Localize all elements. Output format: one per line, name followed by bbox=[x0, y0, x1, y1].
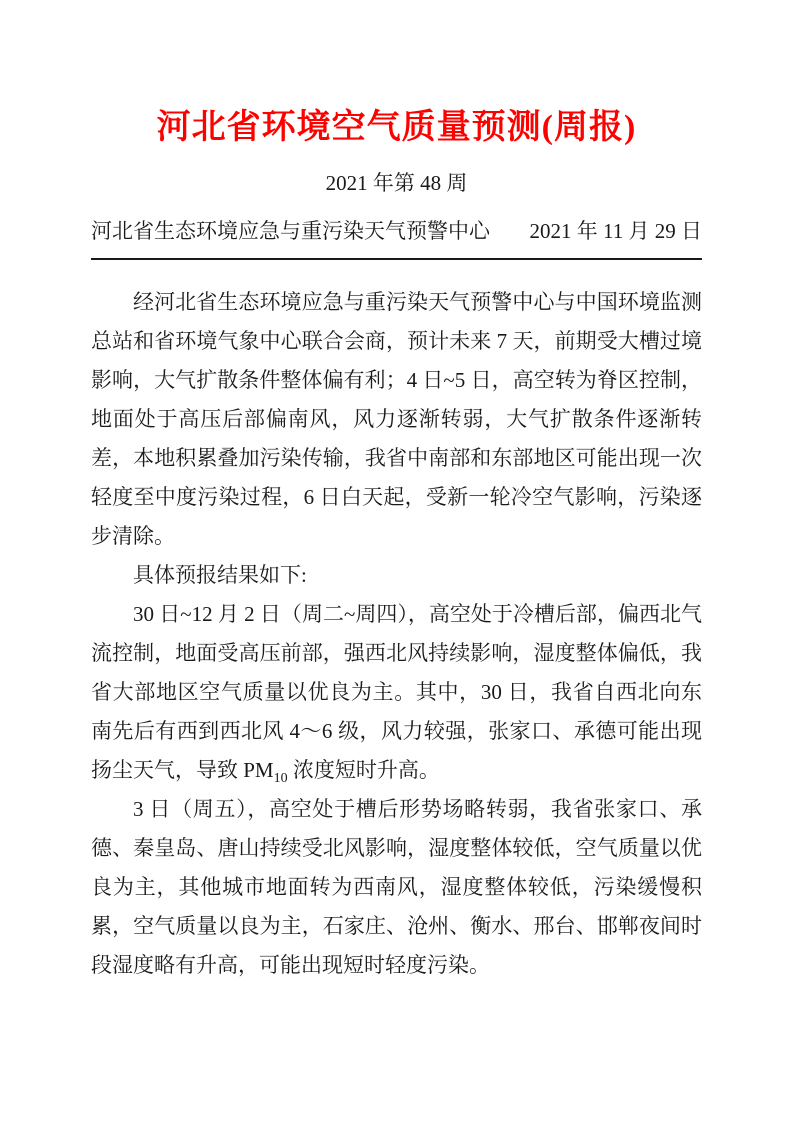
pm10-subscript: 10 bbox=[273, 771, 288, 787]
paragraph-intro: 经河北省生态环境应急与重污染天气预警中心与中国环境监测总站和省环境气象中心联合会商，预计未来 7 天，前期受大槽过境影响，大气扩散条件整体偏有利；4 日~5 日，高空转为脊区控制，地面处于高压后部偏南风，风力逐渐转弱，大气扩散条件逐渐转差，本地积累叠加污染传输，我省中南部和东部地区可能出现一次轻度至中度污染过程，6 日白天起，受新一轮冷空气影响，污染逐步清除。 bbox=[91, 290, 702, 548]
paragraph-forecast-tue-thu bbox=[91, 595, 702, 790]
issuer-row bbox=[91, 216, 702, 246]
forecast-tue-thu-text-after-subscript: 浓度短时升高。 bbox=[287, 758, 440, 782]
paragraph-forecast-fri: 3 日（周五），高空处于槽后形势场略转弱，我省张家口、承德、秦皇岛、唐山持续受北风影响，湿度整体较低，空气质量以优良为主，其他城市地面转为西南风，湿度整体较低，污染缓慢积累，空气质量以良为主，石家庄、沧州、衡水、邢台、邯郸夜间时段湿度略有升高，可能出现短时轻度污染。 bbox=[91, 797, 702, 977]
header-divider bbox=[91, 258, 702, 260]
document-week-subtitle: 2021 年第 48 周 bbox=[325, 171, 468, 195]
issuer-name: 河北省生态环境应急与重污染天气预警中心 bbox=[91, 219, 490, 243]
document-body bbox=[91, 283, 702, 985]
forecast-tue-thu-text: 30 日~12 月 2 日（周二~周四），高空处于冷槽后部，偏西北气流控制，地面受高压前部，强西北风持续影响，湿度整体偏低，我省大部地区空气质量以优良为主。其中，30 日，我省自西北向东南先后有西到西北风 4～6 级，风力较强，张家口、承德可能出现扬尘天气，导致 PM bbox=[91, 602, 702, 782]
paragraph-lead-in: 具体预报结果如下: bbox=[133, 563, 307, 587]
issue-date: 2021 年 11 月 29 日 bbox=[529, 219, 702, 243]
document-title: 河北省环境空气质量预测(周报) bbox=[156, 109, 637, 146]
